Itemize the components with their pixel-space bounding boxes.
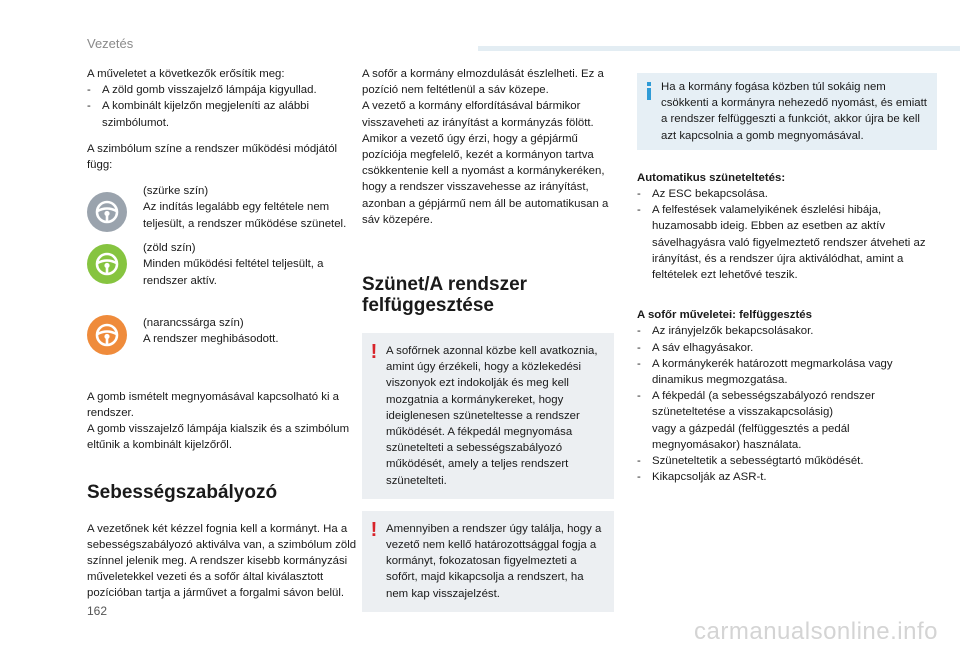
info-box: Ha a kormány fogása közben túl sokáig nem csökkenti a kormányra nehezedő nyomást, és emiatt a rendszer felfüggeszti a funkciót, akkor újra be kell azt kapcsolnia a gomb megnyomásával. bbox=[637, 73, 937, 150]
speed-regulator-text: A vezetőnek két kézzel fognia kell a kormányt. Ha a sebességszabályozó aktiválva van, a szimbólum zöld színnel jelenik meg. A rendszer kisebb kormányzási műveletekkel vezeti és a sofőr által kiválasztott pozícióban tartja a járművet a forgalmi sávon belül. bbox=[87, 522, 357, 600]
list-item: - A fékpedál (a sebességszabályozó rendszer szüneteltetése a visszakapcsolásig) vagy a gázpedál (felfüggesztés a pedál megnyomásakor) használata. bbox=[637, 390, 875, 451]
list-item: - Az ESC bekapcsolása. bbox=[637, 188, 768, 201]
column-1 bbox=[87, 66, 357, 602]
info-icon bbox=[637, 79, 661, 144]
list-item: - Szüneteltetik a sebességtartó működését. bbox=[637, 455, 864, 468]
steering-wheel-grey-icon bbox=[87, 192, 127, 232]
header-bar bbox=[478, 46, 960, 51]
watermark: carmanualsonline.info bbox=[694, 618, 938, 645]
list-item: - A sáv elhagyásakor. bbox=[637, 341, 754, 354]
state-orange: (narancssárga szín) A rendszer meghibásodott. bbox=[87, 315, 357, 355]
color-intro: A szimbólum színe a rendszer működési módjától függ: bbox=[87, 142, 338, 172]
column-3 bbox=[637, 73, 937, 485]
section-title: Vezetés bbox=[87, 36, 134, 51]
warning-box-1: ! A sofőrnek azonnal közbe kell avatkoznia, amint úgy érzékeli, hogy a közlekedési viszonyok ezt indokolják és meg kell mozgatnia a kormánykereket, hogy ideiglenesen szüneteltesse a rendszer működését. A fékpedál megnyomása szünetelteti a sebességszabályozó működését, amely a teljes rendszert szünetelteti. bbox=[362, 333, 614, 499]
page-number: 162 bbox=[87, 604, 108, 618]
steering-wheel-orange-icon bbox=[87, 315, 127, 355]
steering-wheel-green-icon bbox=[87, 244, 127, 284]
list-item: - A zöld gomb visszajelző lámpája kigyullad. bbox=[87, 84, 317, 97]
list-item: - A kormánykerék határozott megmarkolása vagy dinamikus megmozgatása. bbox=[637, 357, 893, 387]
list-item: - Kikapcsolják az ASR-t. bbox=[637, 471, 767, 484]
state-grey: (szürke szín) Az indítás legalább egy feltétele nem teljesült, a rendszer működése szünetel. bbox=[87, 183, 357, 232]
exclamation-icon: ! bbox=[370, 518, 378, 541]
list-item: - A kombinált kijelzőn megjeleníti az alábbi szimbólumot. bbox=[87, 100, 310, 129]
driver-actions-title: A sofőr műveletei: felfüggesztés bbox=[637, 309, 812, 322]
list-item: - Az irányjelzők bekapcsolásakor. bbox=[637, 325, 814, 338]
auto-pause-title: Automatikus szüneteltetés: bbox=[637, 171, 786, 184]
exclamation-icon: ! bbox=[370, 341, 378, 364]
driver-control-text: A sofőr a kormány elmozdulását észlelheti. Ez a pozíció nem feltétlenül a sáv közepe. A vezető a kormány elfordításával bármikor visszaveheti az irányítást a kormányzás fölött. Amikor a vezető úgy érzi, hogy a gépjármű pozíciója megfelelő, kezét a kormányon tartva csökkentenie kell a nyomást a kormánykeréken, hogy a rendszer visszavehesse az irányítást, azonban a gépjármű nem áll be automatikusan a sáv közepére. bbox=[362, 68, 609, 226]
confirm-intro: A műveletet a következők erősítik meg: bbox=[87, 68, 285, 80]
heading-speed-regulator: Sebességszabályozó bbox=[87, 481, 278, 503]
after-states-text: A gomb ismételt megnyomásával kapcsolható ki a rendszer. A gomb visszajelző lámpája kialszik és a szimbólum eltűnik a kombinált kijelzőről. bbox=[87, 390, 350, 452]
warning-box-2: ! Amennyiben a rendszer úgy találja, hogy a vezető nem kellő határozottsággal fogja a kormányt, fokozatosan figyelmezteti a sofőrt, majd kikapcsolja a rendszert, ha nem kap visszajelzést. bbox=[362, 511, 614, 612]
state-green: (zöld szín) Minden működési feltétel teljesült, a rendszer aktív. bbox=[87, 240, 357, 289]
column-2 bbox=[362, 66, 614, 612]
list-item: - A felfestések valamelyikének észlelési hibája, huzamosabb ideig. Ebben az esetben az aktív sávelhagyásra való figyelmeztető rendszer átveheti az irányítást, és a rendszer újra aktiválódhat, amint a feltételek ezt lehetővé teszik. bbox=[637, 204, 926, 282]
heading-pause: Szünet/A rendszer felfüggesztése bbox=[362, 274, 528, 317]
